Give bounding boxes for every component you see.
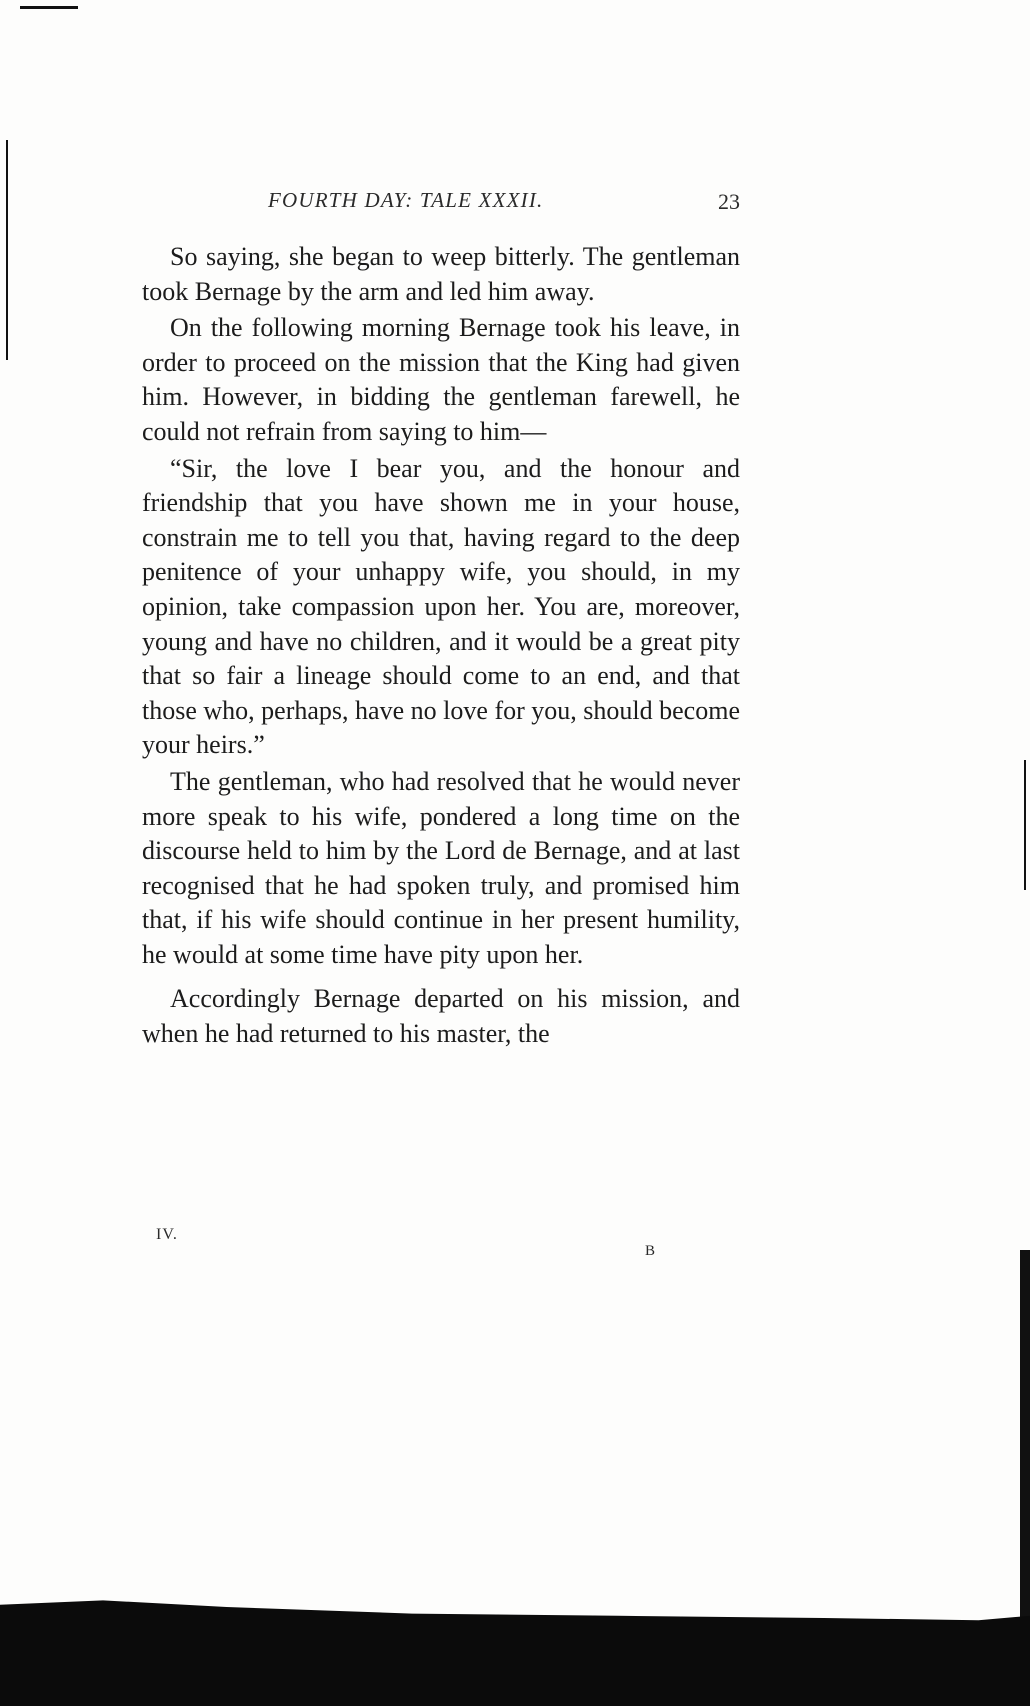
page-header [140, 186, 740, 226]
paragraph-2: On the following morning Bernage took his leave, in order to proceed on the mission that the King had given him. However, in bidding the gentleman farewell, he could not refrain from saying to him— [142, 313, 740, 446]
page-number: 23 [718, 189, 740, 214]
scan-mark-left-edge [6, 140, 8, 360]
page-footer [140, 1226, 740, 1259]
paragraph-1: So saying, she began to weep bitterly. The gentleman took Bernage by the arm and led him away. [142, 242, 740, 306]
volume-signature: IV. [156, 1226, 178, 1243]
body-text [142, 240, 740, 1052]
scan-dark-bottom-band [0, 1596, 1030, 1706]
running-head: FOURTH DAY: TALE XXXII. [268, 188, 544, 212]
sheet-signature: B [645, 1243, 656, 1259]
paragraph-4: The gentleman, who had resolved that he would never more speak to his wife, pondered a long time on the discourse held to him by the Lord de Bernage, and at last recognised that he had spoken truly, and promised him that, if his wife should continue in her present humility, he would at some time have pity upon her. [142, 766, 740, 969]
scan-mark-right-edge-upper [1024, 760, 1026, 890]
paragraph-3: “Sir, the love I bear you, and the honour and friendship that you have shown me in your house, constrain me to tell you that, having regard to the deep penitence of your unhappy wife, you should, in my opinion, take compassion upon her. You are, moreover, young and have no children, and it would be a great pity that so fair a lineage should come to an end, and that those who, perhaps, have no love for you, should become your heirs.” [142, 453, 740, 760]
paragraph-5: Accordingly Bernage departed on his mission, and when he had returned to his master, the [142, 984, 740, 1049]
scan-mark-top-left [20, 6, 78, 9]
